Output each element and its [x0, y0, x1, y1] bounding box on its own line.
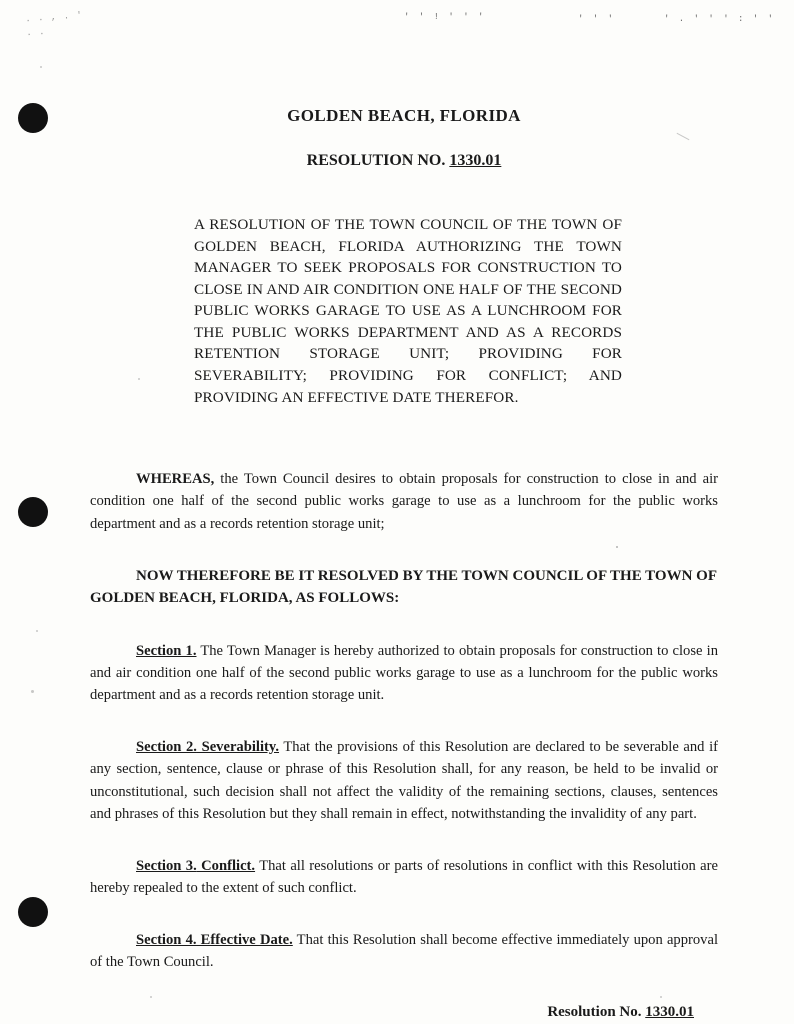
section-1-text: The Town Manager is hereby authorized to obtain proposals for construction to close in and air condition one half of the second public works garage to use as a lunchroom for the public works department and as a records retention storage unit.	[90, 642, 718, 704]
preamble-paragraph: A RESOLUTION OF THE TOWN COUNCIL OF THE TOWN OF GOLDEN BEACH, FLORIDA AUTHORIZING THE TOWN MANAGER TO SEEK PROPOSALS FOR CONSTRUCTION TO CLOSE IN AND AIR CONDITION ONE HALF OF THE SECOND PUBLIC WORKS GARAGE TO USE AS A LUNCHROOM FOR THE PUBLIC WORKS DEPARTMENT AND AS A RECORDS RETENTION STORAGE UNIT; PROVIDING FOR SEVERABILITY; PROVIDING FOR CONFLICT; AND PROVIDING AN EFFECTIVE DATE THEREFOR.	[194, 216, 622, 406]
section-1-heading: Section 1.	[136, 642, 197, 659]
hole-punch-icon	[18, 897, 48, 927]
section-2-subheading: Severability.	[196, 739, 280, 756]
resolved-clause	[90, 565, 718, 610]
scan-speckle	[40, 66, 42, 68]
section-2	[90, 736, 718, 825]
section-3-heading: Section 3.	[136, 857, 197, 874]
section-3-subheading: Conflict.	[196, 857, 256, 874]
scan-mark-top-far-right: ' . ' ' ' : ' '	[664, 14, 776, 24]
whereas-text: the Town Council desires to obtain proposals for construction to close in and air condition one half of the second public works garage to use as a lunchroom for the public works department and as a records retention storage unit;	[90, 471, 718, 532]
section-4-subheading: Effective Date.	[196, 932, 293, 949]
footer-resolution-label: Resolution No.	[547, 1003, 642, 1020]
resolution-label: RESOLUTION NO.	[306, 152, 446, 169]
resolution-heading	[90, 152, 718, 170]
hole-punch-icon	[18, 103, 48, 133]
section-2-heading: Section 2.	[136, 739, 197, 756]
section-3	[90, 855, 718, 899]
section-4-heading: Section 4.	[136, 932, 197, 949]
scan-mark-top-right: ' ' '	[578, 14, 616, 24]
section-4-text: That this Resolution shall become effective immediately upon approval of the Town Council.	[90, 932, 719, 971]
document-body	[90, 0, 718, 1021]
scan-speckle	[36, 630, 38, 632]
page-title: GOLDEN BEACH, FLORIDA	[287, 106, 521, 125]
hole-punch-icon	[18, 497, 48, 527]
section-3-text: That all resolutions or parts of resolutions in conflict with this Resolution are hereby repealed to the extent of such conflict.	[90, 857, 719, 897]
whereas-paragraph	[90, 468, 718, 535]
footer-resolution-value: 1330.01	[645, 1003, 694, 1020]
section-2-text: That the provisions of this Resolution are declared to be severable and if any section, sentence, clause or phrase of this Resolution shall, for any reason, be held to be invalid or unconstitutional, such decision shall not affect the validity of the remaining sections, clauses, sentences and phrases of this Resolution but they shall remain in effect, notwithstanding the invalidity of any part.	[90, 739, 719, 822]
footer-resolution-number	[90, 1004, 718, 1021]
section-4	[90, 929, 718, 973]
scan-speckle	[31, 690, 34, 693]
resolution-number: 1330.01	[449, 152, 502, 169]
resolved-clause-text: NOW THEREFORE BE IT RESOLVED BY THE TOWN COUNCIL OF THE TOWN OF GOLDEN BEACH, FLORIDA, AS FOLLOWS:	[90, 567, 717, 607]
whereas-lead: WHEREAS,	[136, 471, 215, 488]
scan-smudge-top-left: . . , . ' . .	[25, 10, 84, 39]
scan-mark-top-center: ' ' ! ' ' '	[404, 12, 486, 22]
section-1	[90, 640, 718, 707]
